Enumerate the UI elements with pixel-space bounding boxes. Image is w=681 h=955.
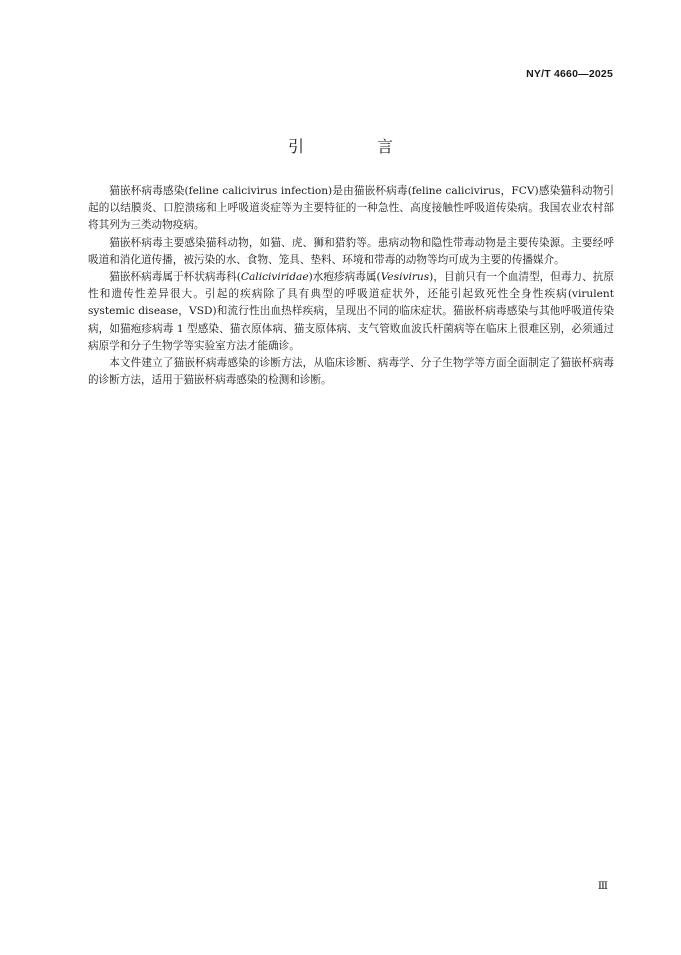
taxonomy-text-2: )水疱疹病毒属( [308, 271, 381, 284]
page-title: 引 言 [287, 137, 428, 156]
page-number: Ⅲ [597, 880, 608, 892]
genus-name-italic: Vesivirus [380, 271, 430, 284]
introduction-body [88, 183, 614, 389]
taxonomy-text-3: )，目前只有一个血清型，但毒力、抗原性和遗传性差异很大。引起的疾病除了具有典型的呼吸道症状外，还能引起致死性全身性疾病(virulent systemic disease，VSD)和流行性出血热样疾病，呈现出不同的临床症状。猫嵌杯病毒感染与其他呼吸道传染病，如猫疱疹病毒 1 型感染、猫衣原体病、猫支原体病、支气管败血波氏杆菌病等在临床上很难区别，必须通过病原学和分子生物学等实验室方法才能确诊。 [88, 271, 615, 352]
paragraph-scope: 本文件建立了猫嵌杯病毒感染的诊断方法，从临床诊断、病毒学、分子生物学等方面全面制定了猫嵌杯病毒的诊断方法，适用于猫嵌杯病毒感染的检测和诊断。 [88, 357, 614, 387]
taxonomy-text-1: 猫嵌杯病毒属于杯状病毒科( [109, 271, 241, 284]
standard-code: NY/T 4660—2025 [526, 68, 613, 80]
paragraph-taxonomy [88, 269, 614, 355]
paragraph-transmission: 猫嵌杯病毒主要感染猫科动物，如猫、虎、狮和猎豹等。患病动物和隐性带毒动物是主要传染源。主要经呼吸道和消化道传播，被污染的水、食物、笼具、垫料、环境和带毒的动物等均可成为主要的传播媒介。 [88, 236, 614, 266]
paragraph-definition: 猫嵌杯病毒感染(feline calicivirus infection)是由猫嵌杯病毒(feline calicivirus，FCV)感染猫科动物引起的以结膜炎、口腔溃疡和上呼吸道炎症等为主要特征的一种急性、高度接触性呼吸道传染病。我国农业农村部将其列为三类动物疫病。 [88, 185, 614, 232]
family-name-italic: Caliciviridae [240, 271, 309, 284]
